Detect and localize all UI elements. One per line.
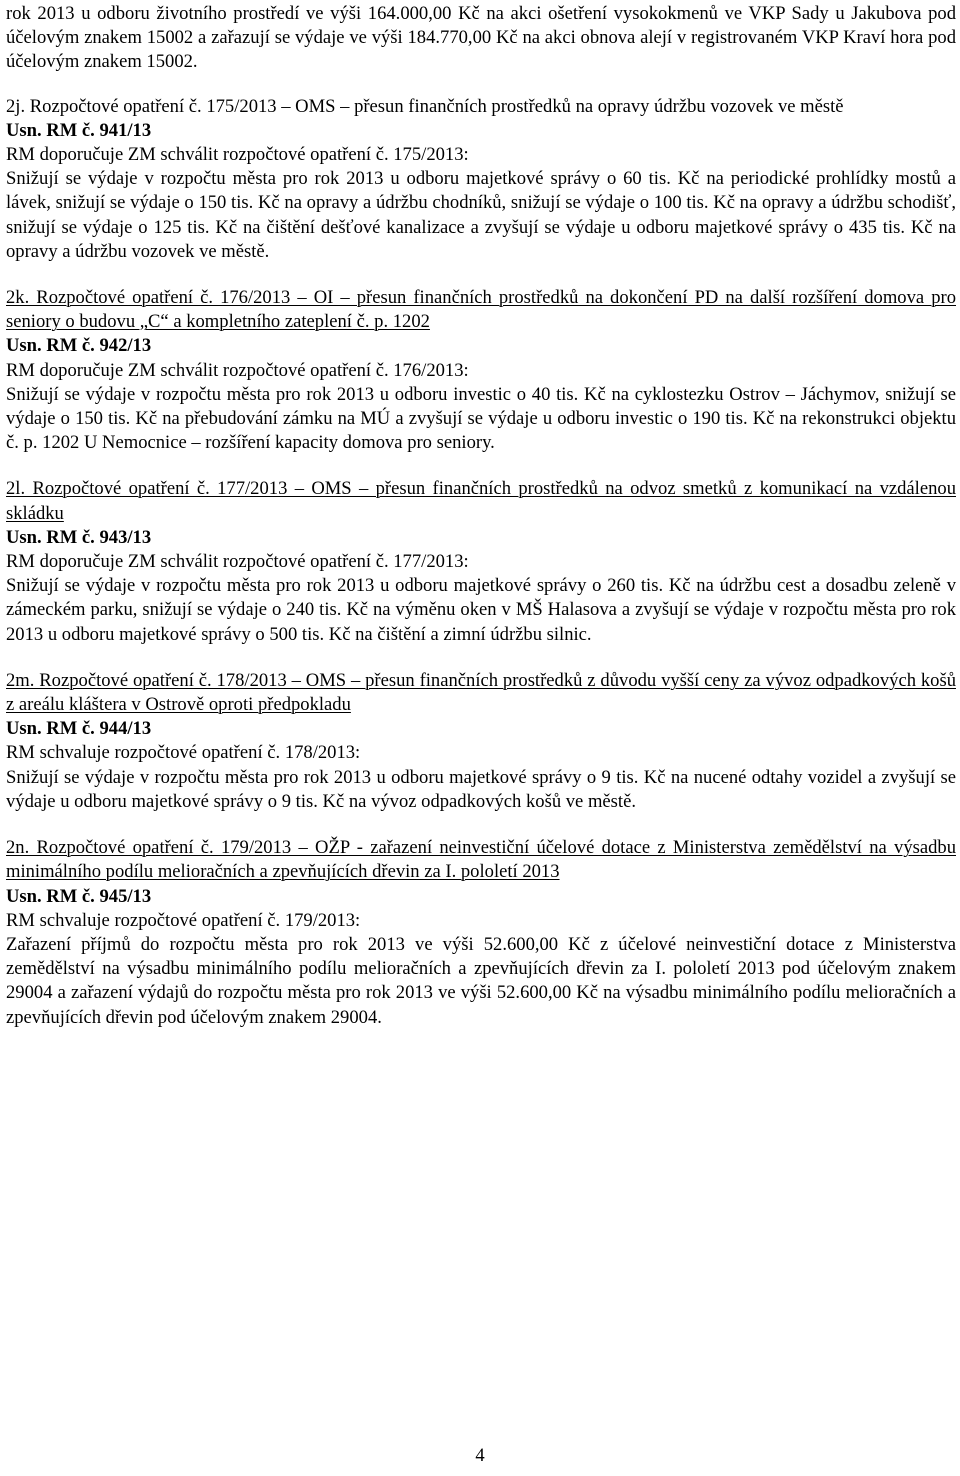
resolution-number: Usn. RM č. 945/13: [6, 885, 152, 907]
document-content: [6, 2, 956, 1052]
resolution-intro: RM doporučuje ZM schválit rozpočtové opatření č. 176/2013:: [6, 359, 469, 381]
resolution-number: Usn. RM č. 944/13: [6, 718, 152, 740]
intro-paragraph: rok 2013 u odboru životního prostředí ve výši 164.000,00 Kč na akci ošetření vysokokmenů ve VKP Sady u Jakubova pod účelovým znakem 15002 a zařazují se výdaje ve výši 184.770,00 Kč na akci obnova alejí v registrovaném VKP Kraví hora pod účelovým znakem 15002.: [6, 3, 956, 73]
section-2j: [6, 95, 956, 264]
resolution-body: Snižují se výdaje v rozpočtu města pro rok 2013 u odboru majetkové správy o 60 tis. Kč na periodické prohlídky mostů a lávek, snižují se výdaje o 150 tis. Kč na opravy a údržbu chodníků, snižují se výdaje o 100 tis. Kč na opravy a údržbu schodišť, snižují se výdaje o 125 tis. Kč na čištění dešťové kanalizace a zvyšují se výdaje u odboru majetkové správy o 435 tis. Kč na opravy a údržbu vozovek ve městě.: [6, 168, 956, 262]
section-heading: 2j. Rozpočtové opatření č. 175/2013 – OMS – přesun finančních prostředků na opravy údržbu vozovek ve městě: [6, 95, 844, 117]
resolution-intro: RM doporučuje ZM schválit rozpočtové opatření č. 177/2013:: [6, 551, 469, 573]
resolution-number: Usn. RM č. 942/13: [6, 335, 152, 357]
section-2l: [6, 477, 956, 646]
section-heading: 2n. Rozpočtové opatření č. 179/2013 – OŽP - zařazení neinvestiční účelové dotace z Ministerstva zemědělství na výsadbu minimálního podílu melioračních a zpevňujících dřevin za I. pololetí 2013: [6, 837, 956, 883]
section-2k: [6, 286, 956, 455]
section-2m: [6, 669, 956, 814]
section-heading: 2m. Rozpočtové opatření č. 178/2013 – OMS – přesun finančních prostředků z důvodu vyšší ceny za vývoz odpadkových košů z areálu kláštera v Ostrově oproti předpokladu: [6, 669, 956, 716]
resolution-body: Snižují se výdaje v rozpočtu města pro rok 2013 u odboru majetkové správy o 9 tis. Kč na nucené odtahy vozidel a zvyšují se výdaje u odboru majetkové správy o 9 tis. Kč na vývoz odpadkových košů ve městě.: [6, 766, 956, 812]
resolution-body: Zařazení příjmů do rozpočtu města pro rok 2013 ve výši 52.600,00 Kč z účelové neinvestiční dotace z Ministerstva zemědělství na výsadbu minimálního podílu melioračních a zpevňujících dřevin za I. pololetí 2013 pod účelovým znakem 29004 a zařazení výdajů do rozpočtu města pro rok 2013 ve výši 52.600,00 Kč na výsadbu minimálního podílu melioračních a zpevňujících dřevin pod účelovým znakem 29004.: [6, 933, 956, 1028]
section-heading: 2k. Rozpočtové opatření č. 176/2013 – OI – přesun finančních prostředků na dokončení PD na další rozšíření domova pro seniory o budovu „C“ a kompletního zateplení č. p. 1202: [6, 287, 956, 333]
resolution-body: Snižují se výdaje v rozpočtu města pro rok 2013 u odboru investic o 40 tis. Kč na cyklostezku Ostrov – Jáchymov, snižují se výdaje o 150 tis. Kč na přebudování zámku na MÚ a zvyšují se výdaje u odboru investic o 190 tis. Kč na rekonstrukci objektu č. p. 1202 U Nemocnice – rozšíření kapacity domova pro seniory.: [6, 383, 956, 454]
page-number: 4: [475, 1445, 485, 1466]
resolution-intro: RM doporučuje ZM schválit rozpočtové opatření č. 175/2013:: [6, 144, 469, 166]
resolution-intro: RM schvaluje rozpočtové opatření č. 178/2013:: [6, 742, 361, 764]
section-2n: [6, 836, 956, 1030]
resolution-intro: RM schvaluje rozpočtové opatření č. 179/2013:: [6, 909, 361, 931]
resolution-number: Usn. RM č. 943/13: [6, 526, 152, 548]
resolution-number: Usn. RM č. 941/13: [6, 119, 152, 141]
resolution-body: Snižují se výdaje v rozpočtu města pro rok 2013 u odboru majetkové správy o 260 tis. Kč na údržbu cest a dosadbu zeleně v zámeckém parku, snižují se výdaje o 240 tis. Kč na výměnu oken v MŠ Halasova a zvyšují se výdaje v rozpočtu města pro rok 2013 u odboru majetkové správy o 500 tis. Kč na čištění a zimní údržbu silnic.: [6, 575, 956, 645]
section-heading: 2l. Rozpočtové opatření č. 177/2013 – OMS – přesun finančních prostředků na odvoz smetků z komunikací na vzdálenou skládku: [6, 478, 956, 524]
